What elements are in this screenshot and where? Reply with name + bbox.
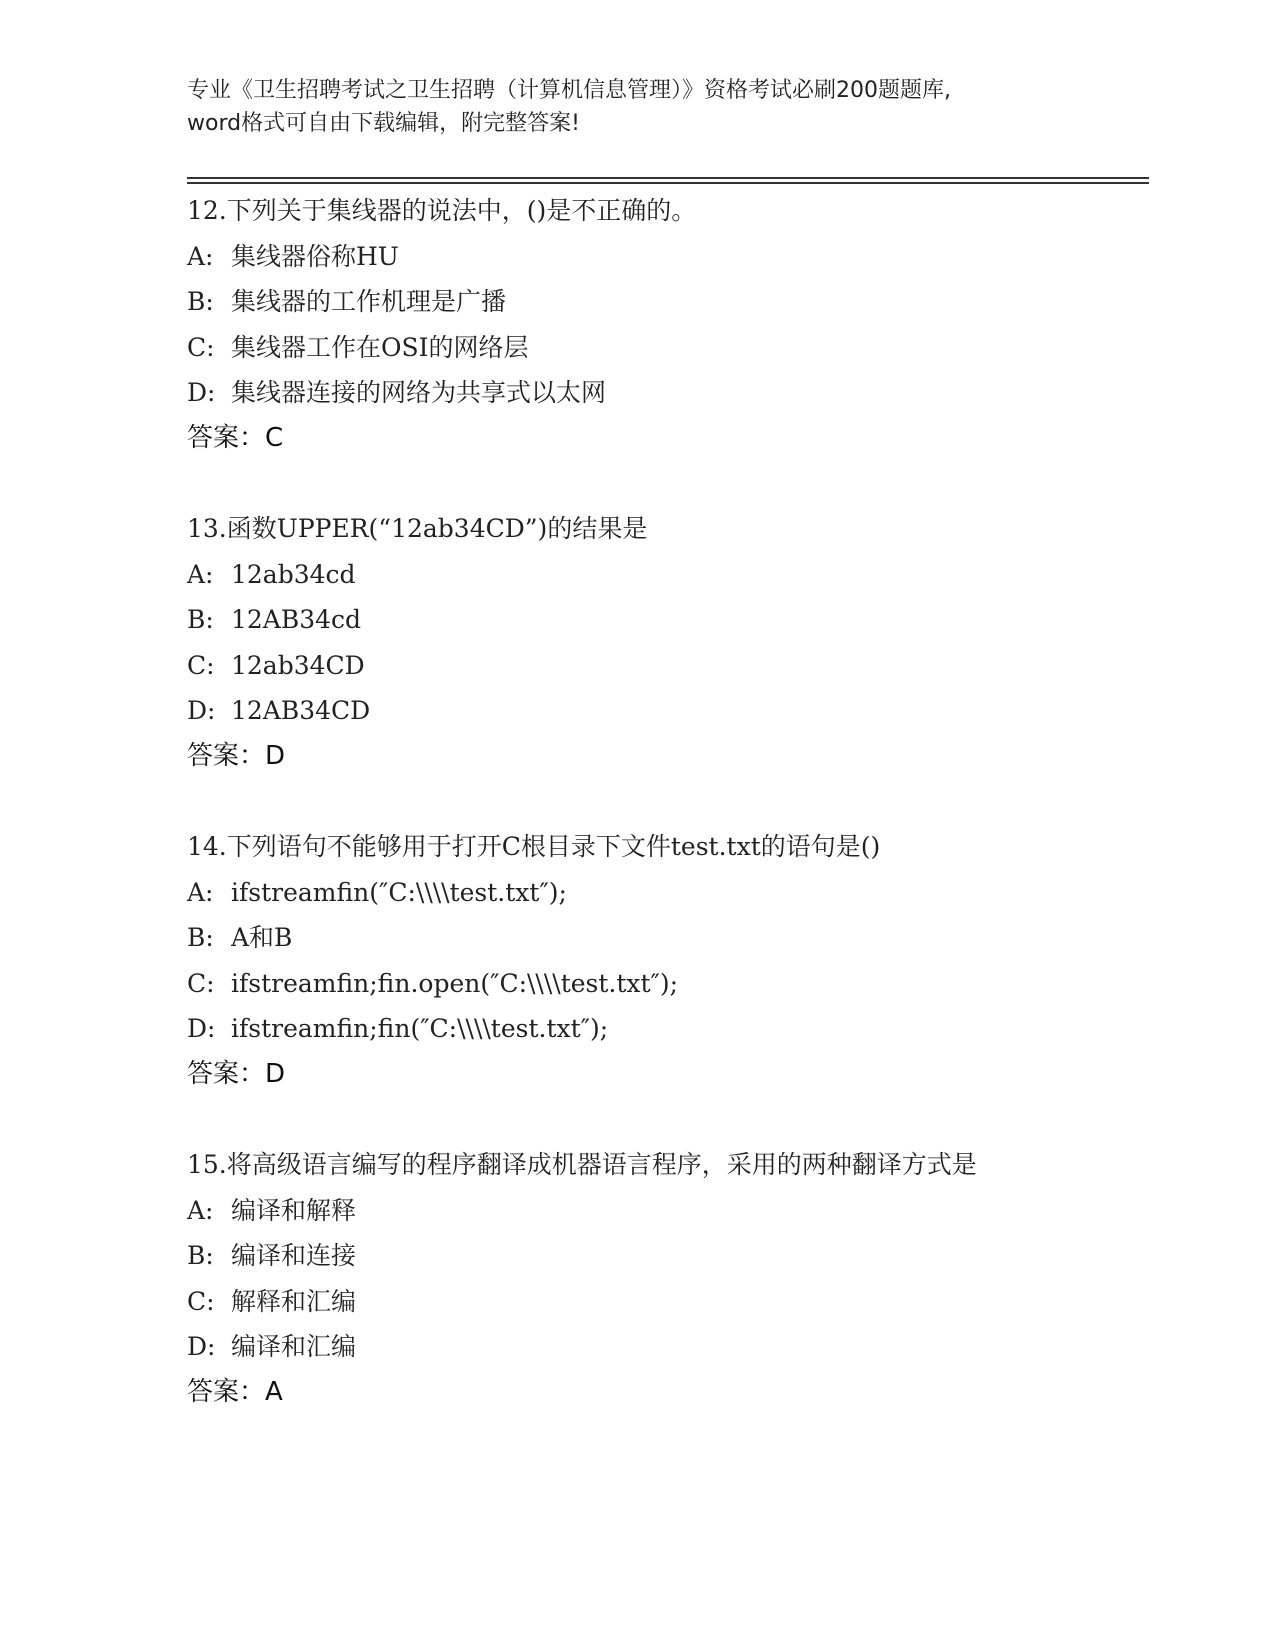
question-12 <box>187 188 1087 461</box>
option-a <box>187 1188 1087 1234</box>
question-stem: 12.下列关于集线器的说法中，()是不正确的。 <box>187 196 697 225</box>
option-letter: B: <box>187 1241 214 1270</box>
question-14 <box>187 824 1087 1097</box>
option-letter: A: <box>187 559 214 589</box>
option-text: 解释和汇编 <box>231 1286 357 1316</box>
header-line-1: 专业《卫生招聘考试之卫生招聘（计算机信息管理）》资格考试必刷200题题库, <box>187 78 951 103</box>
option-letter: D: <box>187 696 216 725</box>
option-b <box>187 597 1087 643</box>
option-text: A和B <box>231 923 293 952</box>
option-letter: A: <box>187 241 214 271</box>
option-c <box>187 325 1087 371</box>
answer-label: 答案：D <box>187 1058 286 1089</box>
option-c <box>187 643 1087 689</box>
question-stem: 14.下列语句不能够用于打开C根目录下文件test.txt的语句是() <box>187 832 881 861</box>
option-text: 编译和解释 <box>231 1195 357 1225</box>
option-text: ifstreamfin;fin.open(″C:\\\\test.txt″); <box>231 968 679 998</box>
option-letter: C: <box>187 650 215 680</box>
option-letter: C: <box>187 968 215 998</box>
option-text: 编译和连接 <box>231 1241 357 1270</box>
option-d <box>187 370 1087 416</box>
option-d <box>187 1324 1087 1370</box>
option-text: ifstreamfin(″C:\\\\test.txt″); <box>231 877 567 907</box>
question-stem: 13.函数UPPER(“12ab34CD”)的结果是 <box>187 514 648 543</box>
header-divider-top <box>187 177 1149 179</box>
document-header <box>187 74 1087 140</box>
option-a <box>187 870 1087 916</box>
question-list <box>187 188 1087 1460</box>
option-b <box>187 915 1087 961</box>
answer-label: 答案：A <box>187 1376 283 1407</box>
option-text: 12AB34CD <box>231 696 371 725</box>
option-text: 集线器连接的网络为共享式以太网 <box>231 378 607 407</box>
option-letter: B: <box>187 287 214 316</box>
option-text: 集线器工作在OSI的网络层 <box>231 332 529 362</box>
option-b <box>187 1233 1087 1279</box>
option-d <box>187 1006 1087 1052</box>
option-a <box>187 552 1087 598</box>
answer-label: 答案：D <box>187 740 286 771</box>
option-letter: A: <box>187 1195 214 1225</box>
option-letter: C: <box>187 1286 215 1316</box>
option-a <box>187 234 1087 280</box>
option-letter: B: <box>187 605 214 634</box>
question-13 <box>187 506 1087 779</box>
option-text: 12ab34CD <box>231 650 365 680</box>
option-text: 编译和汇编 <box>231 1332 357 1361</box>
option-text: 12ab34cd <box>231 559 356 589</box>
option-letter: D: <box>187 378 216 407</box>
option-letter: D: <box>187 1014 216 1043</box>
option-text: 集线器俗称HU <box>231 241 399 271</box>
option-letter: B: <box>187 923 214 952</box>
question-stem: 15.将高级语言编写的程序翻译成机器语言程序，采用的两种翻译方式是 <box>187 1150 977 1179</box>
answer-label: 答案：C <box>187 422 284 453</box>
option-d <box>187 688 1087 734</box>
option-letter: C: <box>187 332 215 362</box>
option-c <box>187 961 1087 1007</box>
header-line-2: word格式可自由下载编辑，附完整答案! <box>187 111 580 136</box>
option-b <box>187 279 1087 325</box>
option-text: ifstreamfin;fin(″C:\\\\test.txt″); <box>231 1014 609 1043</box>
option-c <box>187 1279 1087 1325</box>
header-divider-bottom <box>187 182 1149 184</box>
option-text: 12AB34cd <box>231 605 362 634</box>
option-letter: A: <box>187 877 214 907</box>
option-text: 集线器的工作机理是广播 <box>231 287 507 316</box>
option-letter: D: <box>187 1332 216 1361</box>
question-15 <box>187 1142 1087 1415</box>
